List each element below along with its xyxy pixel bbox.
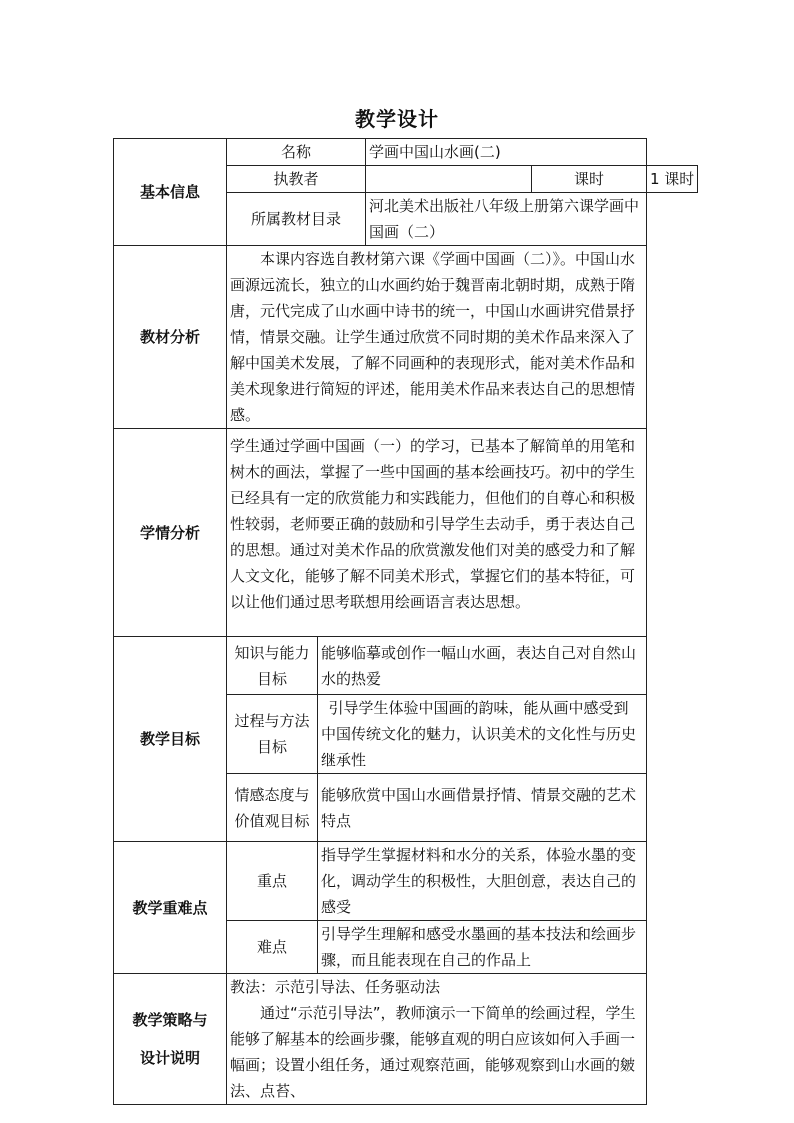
lesson-design-table [113, 138, 698, 1105]
strategy-method-line: 教法：示范引导法、任务驱动法 [230, 978, 441, 996]
key-point-label: 重点 [227, 842, 318, 921]
material-analysis-text: 本课内容选自教材第六课《学画中国画（二）》。中国山水画源远流长，独立的山水画约始于魏晋南北朝时期，成熟于隋唐，元代完成了山水画中诗书的统一，中国山水画讲究借景抒情，情景交融。让学生通过欣赏不同时期的美术作品来深入了解中国美术发展，了解不同画种的表现形式，能对美术作品和美术现象进行简短的评述，能用美术作品来表达自己的思想情感。 [227, 246, 647, 429]
name-value: 学画中国山水画(二) [366, 139, 647, 166]
knowledge-goal-label: 知识与能力目标 [227, 637, 318, 695]
knowledge-goal-text: 能够临摹或创作一幅山水画，表达自己对自然山水的热爱 [318, 637, 647, 695]
strategy-label-line2: 设计说明 [139, 1049, 200, 1067]
difficult-point-text: 引导学生理解和感受水墨画的基本技法和绘画步骤，而且能表现在自己的作品上 [318, 921, 647, 974]
textbook-label: 所属教材目录 [227, 193, 366, 246]
emotion-goal-label: 情感态度与价值观目标 [227, 774, 318, 842]
key-point-text: 指导学生掌握材料和水分的关系，体验水墨的变化，调动学生的积极性，大胆创意，表达自己的感受 [318, 842, 647, 921]
teaching-goals-label: 教学目标 [114, 637, 227, 842]
strategy-label-line1: 教学策略与 [132, 1011, 208, 1029]
emotion-goal-text: 能够欣赏中国山水画借景抒情、情景交融的艺术特点 [318, 774, 647, 842]
strategy-text: 通过“示范引导法”，教师演示一下简单的绘画过程，学生能够了解基本的绘画步骤，能够直观的明白应该如何入手画一幅画；设置小组任务，通过观察范画，能够观察到山水画的皴法、点苔、 [230, 1004, 636, 1100]
process-goal-text: 引导学生体验中国画的韵味，能从画中感受到中国传统文化的魅力，认识美术的文化性与历史继承性 [318, 695, 647, 774]
name-label: 名称 [227, 139, 366, 166]
textbook-value: 河北美术出版社八年级上册第六课学画中国画（二） [366, 193, 647, 246]
hours-value: 1 课时 [647, 166, 698, 193]
key-points-label: 教学重难点 [114, 842, 227, 974]
difficult-point-label: 难点 [227, 921, 318, 974]
teacher-label: 执教者 [227, 166, 366, 193]
teacher-value [366, 166, 532, 193]
strategy-content [227, 974, 647, 1105]
student-analysis-text: 学生通过学画中国画（一）的学习，已基本了解简单的用笔和树木的画法，掌握了一些中国画的基本绘画技巧。初中的学生已经具有一定的欣赏能力和实践能力，但他们的自尊心和积极性较弱，老师要正确的鼓励和引导学生去动手，勇于表达自己的思想。通过对美术作品的欣赏激发他们对美的感受力和了解人文文化，能够了解不同美术形式，掌握它们的基本特征，可以让他们通过思考联想用绘画语言表达思想。 [227, 429, 647, 637]
process-goal-label: 过程与方法目标 [227, 695, 318, 774]
hours-label: 课时 [532, 166, 647, 193]
basic-info-label: 基本信息 [114, 139, 227, 246]
strategy-label [114, 974, 227, 1105]
student-analysis-label: 学情分析 [114, 429, 227, 637]
page-title: 教学设计 [355, 107, 439, 131]
material-analysis-label: 教材分析 [114, 246, 227, 429]
